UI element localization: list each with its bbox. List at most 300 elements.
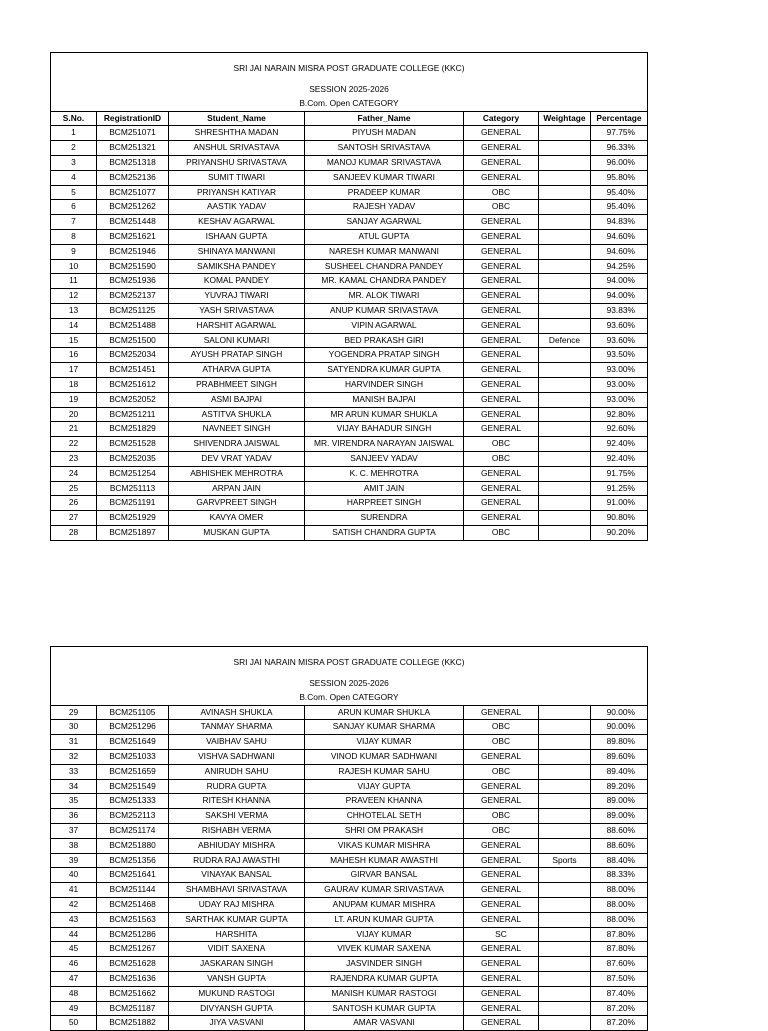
weightage-cell [539, 942, 591, 957]
registration-id-cell: BCM251590 [97, 259, 169, 274]
father-name-cell: PIYUSH MADAN [305, 126, 464, 141]
table-row [51, 215, 648, 230]
father-name-cell: HARVINDER SINGH [305, 377, 464, 392]
father-name-cell: SUSHEEL CHANDRA PANDEY [305, 259, 464, 274]
table-row [51, 451, 648, 466]
father-name-cell: ARUN KUMAR SHUKLA [305, 705, 464, 720]
weightage-cell [539, 971, 591, 986]
category-cell: GENERAL [464, 986, 539, 1001]
sno-cell: 19 [51, 392, 97, 407]
sno-cell: 43 [51, 912, 97, 927]
category-cell: GENERAL [464, 779, 539, 794]
weightage-cell: Sports [539, 853, 591, 868]
registration-id-cell: BCM251174 [97, 823, 169, 838]
registration-id-cell: BCM251936 [97, 274, 169, 289]
father-name-cell: VIJAY BAHADUR SINGH [305, 422, 464, 437]
weightage-cell [539, 809, 591, 824]
table-row [51, 496, 648, 511]
percentage-cell: 94.60% [591, 244, 648, 259]
student-name-cell: ASMI BAJPAI [169, 392, 305, 407]
registration-id-cell: BCM251621 [97, 229, 169, 244]
student-name-cell: VIDIT SAXENA [169, 942, 305, 957]
father-name-cell: SANJAY AGARWAL [305, 215, 464, 230]
category-cell: GENERAL [464, 318, 539, 333]
sno-cell: 25 [51, 481, 97, 496]
weightage-cell [539, 720, 591, 735]
table-row [51, 897, 648, 912]
father-name-cell: GIRVAR BANSAL [305, 868, 464, 883]
sno-cell: 36 [51, 809, 97, 824]
percentage-cell: 90.80% [591, 511, 648, 526]
sno-cell: 33 [51, 764, 97, 779]
percentage-cell: 87.60% [591, 957, 648, 972]
weightage-cell [539, 363, 591, 378]
percentage-cell: 96.33% [591, 141, 648, 156]
sno-cell: 37 [51, 823, 97, 838]
category-cell: GENERAL [464, 838, 539, 853]
weightage-cell [539, 437, 591, 452]
table-row [51, 185, 648, 200]
weightage-cell: Defence [539, 333, 591, 348]
table-row [51, 705, 648, 720]
sno-cell: 11 [51, 274, 97, 289]
father-name-cell: SURENDRA [305, 511, 464, 526]
percentage-cell: 93.50% [591, 348, 648, 363]
weightage-cell [539, 1001, 591, 1016]
category-cell: GENERAL [464, 1001, 539, 1016]
sno-cell: 3 [51, 155, 97, 170]
category-cell: SC [464, 927, 539, 942]
category-cell: OBC [464, 764, 539, 779]
table-row [51, 868, 648, 883]
weightage-cell [539, 735, 591, 750]
weightage-cell [539, 838, 591, 853]
father-name-cell: RAJESH KUMAR SAHU [305, 764, 464, 779]
father-name-cell: RAJESH YADAV [305, 200, 464, 215]
category-cell: GENERAL [464, 853, 539, 868]
registration-id-cell: BCM252035 [97, 451, 169, 466]
student-name-cell: AASTIK YADAV [169, 200, 305, 215]
category-cell: GENERAL [464, 957, 539, 972]
table-row [51, 912, 648, 927]
registration-id-cell: BCM251267 [97, 942, 169, 957]
table-row [51, 289, 648, 304]
percentage-cell: 94.60% [591, 229, 648, 244]
registration-id-cell: BCM251641 [97, 868, 169, 883]
student-name-cell: RUDRA RAJ AWASTHI [169, 853, 305, 868]
percentage-cell: 93.00% [591, 377, 648, 392]
weightage-cell [539, 496, 591, 511]
registration-id-cell: BCM251829 [97, 422, 169, 437]
sno-cell: 42 [51, 897, 97, 912]
percentage-cell: 88.40% [591, 853, 648, 868]
registration-id-cell: BCM251628 [97, 957, 169, 972]
sno-cell: 35 [51, 794, 97, 809]
father-name-cell: MANISH BAJPAI [305, 392, 464, 407]
weightage-cell [539, 289, 591, 304]
table-row [51, 244, 648, 259]
weightage-cell [539, 511, 591, 526]
sno-cell: 27 [51, 511, 97, 526]
session-label: SESSION 2025-2026 [51, 677, 648, 691]
weightage-cell [539, 126, 591, 141]
table-row [51, 422, 648, 437]
sno-cell: 14 [51, 318, 97, 333]
weightage-cell [539, 422, 591, 437]
sno-cell: 41 [51, 883, 97, 898]
student-name-cell: DEV VRAT YADAV [169, 451, 305, 466]
column-header-father-name: Father_Name [305, 111, 464, 126]
father-name-cell: VIJAY KUMAR [305, 927, 464, 942]
table-row [51, 809, 648, 824]
sno-cell: 5 [51, 185, 97, 200]
percentage-cell: 88.00% [591, 912, 648, 927]
table-row [51, 511, 648, 526]
registration-id-cell: BCM252052 [97, 392, 169, 407]
percentage-cell: 96.00% [591, 155, 648, 170]
sno-cell: 18 [51, 377, 97, 392]
registration-id-cell: BCM252136 [97, 170, 169, 185]
table-row [51, 986, 648, 1001]
column-header-category: Category [464, 111, 539, 126]
weightage-cell [539, 957, 591, 972]
percentage-cell: 93.60% [591, 318, 648, 333]
weightage-cell [539, 779, 591, 794]
percentage-cell: 89.00% [591, 809, 648, 824]
college-title: SRI JAI NARAIN MISRA POST GRADUATE COLLEGE (KKC) [51, 53, 648, 84]
category-cell: GENERAL [464, 126, 539, 141]
percentage-cell: 88.33% [591, 868, 648, 883]
registration-id-cell: BCM251071 [97, 126, 169, 141]
student-name-cell: SARTHAK KUMAR GUPTA [169, 912, 305, 927]
table-row [51, 1001, 648, 1016]
student-name-cell: HARSHITA [169, 927, 305, 942]
percentage-cell: 87.20% [591, 1001, 648, 1016]
category-cell: OBC [464, 525, 539, 540]
weightage-cell [539, 466, 591, 481]
registration-id-cell: BCM251191 [97, 496, 169, 511]
father-name-cell: VIJAY GUPTA [305, 779, 464, 794]
registration-id-cell: BCM251296 [97, 720, 169, 735]
table-row [51, 838, 648, 853]
student-name-cell: VAIBHAV SAHU [169, 735, 305, 750]
table-row [51, 957, 648, 972]
father-name-cell: MANOJ KUMAR SRIVASTAVA [305, 155, 464, 170]
sno-cell: 44 [51, 927, 97, 942]
weightage-cell [539, 1016, 591, 1031]
percentage-cell: 92.60% [591, 422, 648, 437]
sno-cell: 48 [51, 986, 97, 1001]
category-cell: OBC [464, 451, 539, 466]
father-name-cell: K. C. MEHROTRA [305, 466, 464, 481]
category-cell: OBC [464, 185, 539, 200]
father-name-cell: HARPREET SINGH [305, 496, 464, 511]
registration-id-cell: BCM251211 [97, 407, 169, 422]
student-name-cell: SAKSHI VERMA [169, 809, 305, 824]
percentage-cell: 88.00% [591, 897, 648, 912]
registration-id-cell: BCM251662 [97, 986, 169, 1001]
sno-cell: 13 [51, 303, 97, 318]
table-body [51, 126, 648, 540]
registration-id-cell: BCM251636 [97, 971, 169, 986]
sno-cell: 15 [51, 333, 97, 348]
percentage-cell: 92.40% [591, 451, 648, 466]
table-row [51, 363, 648, 378]
percentage-cell: 94.25% [591, 259, 648, 274]
father-name-cell: ATUL GUPTA [305, 229, 464, 244]
percentage-cell: 93.83% [591, 303, 648, 318]
percentage-cell: 94.00% [591, 274, 648, 289]
sno-cell: 26 [51, 496, 97, 511]
percentage-cell: 88.60% [591, 838, 648, 853]
registration-id-cell: BCM252137 [97, 289, 169, 304]
sno-cell: 39 [51, 853, 97, 868]
student-name-cell: YASH SRIVASTAVA [169, 303, 305, 318]
percentage-cell: 95.40% [591, 185, 648, 200]
category-cell: GENERAL [464, 897, 539, 912]
sno-cell: 21 [51, 422, 97, 437]
category-cell: GENERAL [464, 883, 539, 898]
registration-id-cell: BCM251333 [97, 794, 169, 809]
student-name-cell: JIYA VASVANI [169, 1016, 305, 1031]
student-name-cell: VANSH GUPTA [169, 971, 305, 986]
weightage-cell [539, 927, 591, 942]
student-name-cell: ATHARVA GUPTA [169, 363, 305, 378]
father-name-cell: VIJAY KUMAR [305, 735, 464, 750]
category-cell: GENERAL [464, 422, 539, 437]
category-cell: GENERAL [464, 363, 539, 378]
table-body [51, 705, 648, 1031]
percentage-cell: 88.60% [591, 823, 648, 838]
registration-id-cell: BCM251488 [97, 318, 169, 333]
father-name-cell: MAHESH KUMAR AWASTHI [305, 853, 464, 868]
student-name-cell: KAVYA OMER [169, 511, 305, 526]
student-name-cell: JASKARAN SINGH [169, 957, 305, 972]
percentage-cell: 93.60% [591, 333, 648, 348]
percentage-cell: 95.40% [591, 200, 648, 215]
percentage-cell: 89.00% [591, 794, 648, 809]
student-name-cell: VISHVA SADHWANI [169, 749, 305, 764]
student-name-cell: AVINASH SHUKLA [169, 705, 305, 720]
student-name-cell: ABHISHEK MEHROTRA [169, 466, 305, 481]
sno-cell: 4 [51, 170, 97, 185]
sno-cell: 47 [51, 971, 97, 986]
student-name-cell: SALONI KUMARI [169, 333, 305, 348]
registration-id-cell: BCM251125 [97, 303, 169, 318]
table-row [51, 942, 648, 957]
student-name-cell: HARSHIT AGARWAL [169, 318, 305, 333]
registration-id-cell: BCM251946 [97, 244, 169, 259]
table-row [51, 407, 648, 422]
column-header-weightage: Weightage [539, 111, 591, 126]
father-name-cell: RAJENDRA KUMAR GUPTA [305, 971, 464, 986]
father-name-cell: MR ARUN KUMAR SHUKLA [305, 407, 464, 422]
sno-cell: 10 [51, 259, 97, 274]
student-name-cell: PRABHMEET SINGH [169, 377, 305, 392]
weightage-cell [539, 392, 591, 407]
weightage-cell [539, 868, 591, 883]
percentage-cell: 88.00% [591, 883, 648, 898]
percentage-cell: 89.20% [591, 779, 648, 794]
category-cell: GENERAL [464, 749, 539, 764]
student-name-cell: SHRESHTHA MADAN [169, 126, 305, 141]
table-row [51, 126, 648, 141]
table-row [51, 853, 648, 868]
sno-cell: 20 [51, 407, 97, 422]
percentage-cell: 94.83% [591, 215, 648, 230]
sno-cell: 16 [51, 348, 97, 363]
category-title: B.Com. Open CATEGORY [51, 97, 648, 111]
session-label: SESSION 2025-2026 [51, 83, 648, 97]
table-row [51, 971, 648, 986]
table-row [51, 749, 648, 764]
registration-id-cell: BCM251563 [97, 912, 169, 927]
father-name-cell: GAURAV KUMAR SRIVASTAVA [305, 883, 464, 898]
table-row [51, 392, 648, 407]
category-cell: GENERAL [464, 466, 539, 481]
percentage-cell: 90.00% [591, 720, 648, 735]
category-cell: GENERAL [464, 170, 539, 185]
table-row [51, 883, 648, 898]
category-cell: OBC [464, 200, 539, 215]
student-name-cell: MUKUND RASTOGI [169, 986, 305, 1001]
weightage-cell [539, 883, 591, 898]
weightage-cell [539, 318, 591, 333]
column-header-student-name: Student_Name [169, 111, 305, 126]
father-name-cell: CHHOTELAL SETH [305, 809, 464, 824]
weightage-cell [539, 229, 591, 244]
student-name-cell: RISHABH VERMA [169, 823, 305, 838]
category-cell: GENERAL [464, 377, 539, 392]
student-name-cell: UDAY RAJ MISHRA [169, 897, 305, 912]
weightage-cell [539, 764, 591, 779]
registration-id-cell: BCM252113 [97, 809, 169, 824]
weightage-cell [539, 749, 591, 764]
weightage-cell [539, 303, 591, 318]
category-cell: GENERAL [464, 303, 539, 318]
father-name-cell: SHRI OM PRAKASH [305, 823, 464, 838]
registration-id-cell: BCM251528 [97, 437, 169, 452]
sno-cell: 46 [51, 957, 97, 972]
weightage-cell [539, 185, 591, 200]
sno-cell: 23 [51, 451, 97, 466]
registration-id-cell: BCM252034 [97, 348, 169, 363]
father-name-cell: SANTOSH KUMAR GUPTA [305, 1001, 464, 1016]
father-name-cell: MR. KAMAL CHANDRA PANDEY [305, 274, 464, 289]
registration-id-cell: BCM251113 [97, 481, 169, 496]
category-cell: GENERAL [464, 481, 539, 496]
percentage-cell: 89.80% [591, 735, 648, 750]
sno-cell: 34 [51, 779, 97, 794]
weightage-cell [539, 794, 591, 809]
father-name-cell: SATISH CHANDRA GUPTA [305, 525, 464, 540]
student-name-cell: SAMIKSHA PANDEY [169, 259, 305, 274]
table-row [51, 303, 648, 318]
percentage-cell: 97.75% [591, 126, 648, 141]
registration-id-cell: BCM251500 [97, 333, 169, 348]
merit-list-table-page-2 [50, 646, 648, 1031]
registration-id-cell: BCM251187 [97, 1001, 169, 1016]
column-header-registration-id: RegistrationID [97, 111, 169, 126]
table-row [51, 1016, 648, 1031]
category-cell: OBC [464, 437, 539, 452]
registration-id-cell: BCM251286 [97, 927, 169, 942]
table-row [51, 259, 648, 274]
category-cell: GENERAL [464, 333, 539, 348]
weightage-cell [539, 705, 591, 720]
sno-cell: 24 [51, 466, 97, 481]
category-cell: GENERAL [464, 407, 539, 422]
student-name-cell: YUVRAJ TIWARI [169, 289, 305, 304]
registration-id-cell: BCM251144 [97, 883, 169, 898]
table-row [51, 525, 648, 540]
student-name-cell: AYUSH PRATAP SINGH [169, 348, 305, 363]
father-name-cell: AMAR VASVANI [305, 1016, 464, 1031]
weightage-cell [539, 141, 591, 156]
sno-cell: 40 [51, 868, 97, 883]
table-row [51, 200, 648, 215]
father-name-cell: SANJEEV YADAV [305, 451, 464, 466]
category-title: B.Com. Open CATEGORY [51, 691, 648, 705]
registration-id-cell: BCM251612 [97, 377, 169, 392]
father-name-cell: MR. ALOK TIWARI [305, 289, 464, 304]
sno-cell: 30 [51, 720, 97, 735]
registration-id-cell: BCM251880 [97, 838, 169, 853]
father-name-cell: SATYENDRA KUMAR GUPTA [305, 363, 464, 378]
category-cell: OBC [464, 809, 539, 824]
father-name-cell: JASVINDER SINGH [305, 957, 464, 972]
sno-cell: 29 [51, 705, 97, 720]
student-name-cell: MUSKAN GUPTA [169, 525, 305, 540]
registration-id-cell: BCM251033 [97, 749, 169, 764]
registration-id-cell: BCM251549 [97, 779, 169, 794]
category-cell: GENERAL [464, 348, 539, 363]
percentage-cell: 91.25% [591, 481, 648, 496]
father-name-cell: BED PRAKASH GIRI [305, 333, 464, 348]
percentage-cell: 93.00% [591, 363, 648, 378]
weightage-cell [539, 407, 591, 422]
table-row [51, 333, 648, 348]
category-cell: GENERAL [464, 274, 539, 289]
category-cell: GENERAL [464, 259, 539, 274]
weightage-cell [539, 451, 591, 466]
registration-id-cell: BCM251105 [97, 705, 169, 720]
weightage-cell [539, 481, 591, 496]
student-name-cell: ARPAN JAIN [169, 481, 305, 496]
father-name-cell: VINOD KUMAR SADHWANI [305, 749, 464, 764]
category-cell: GENERAL [464, 942, 539, 957]
registration-id-cell: BCM251649 [97, 735, 169, 750]
student-name-cell: KESHAV AGARWAL [169, 215, 305, 230]
table-row [51, 779, 648, 794]
father-name-cell: ANUP KUMAR SRIVASTAVA [305, 303, 464, 318]
percentage-cell: 90.00% [591, 705, 648, 720]
father-name-cell: AMIT JAIN [305, 481, 464, 496]
sno-cell: 8 [51, 229, 97, 244]
registration-id-cell: BCM251897 [97, 525, 169, 540]
table-row [51, 794, 648, 809]
category-cell: GENERAL [464, 705, 539, 720]
percentage-cell: 93.00% [591, 392, 648, 407]
father-name-cell: NARESH KUMAR MANWANI [305, 244, 464, 259]
weightage-cell [539, 274, 591, 289]
student-name-cell: ABHIUDAY MISHRA [169, 838, 305, 853]
father-name-cell: LT. ARUN KUMAR GUPTA [305, 912, 464, 927]
student-name-cell: SHIVENDRA JAISWAL [169, 437, 305, 452]
table-row [51, 377, 648, 392]
father-name-cell: SANJAY KUMAR SHARMA [305, 720, 464, 735]
sno-cell: 31 [51, 735, 97, 750]
